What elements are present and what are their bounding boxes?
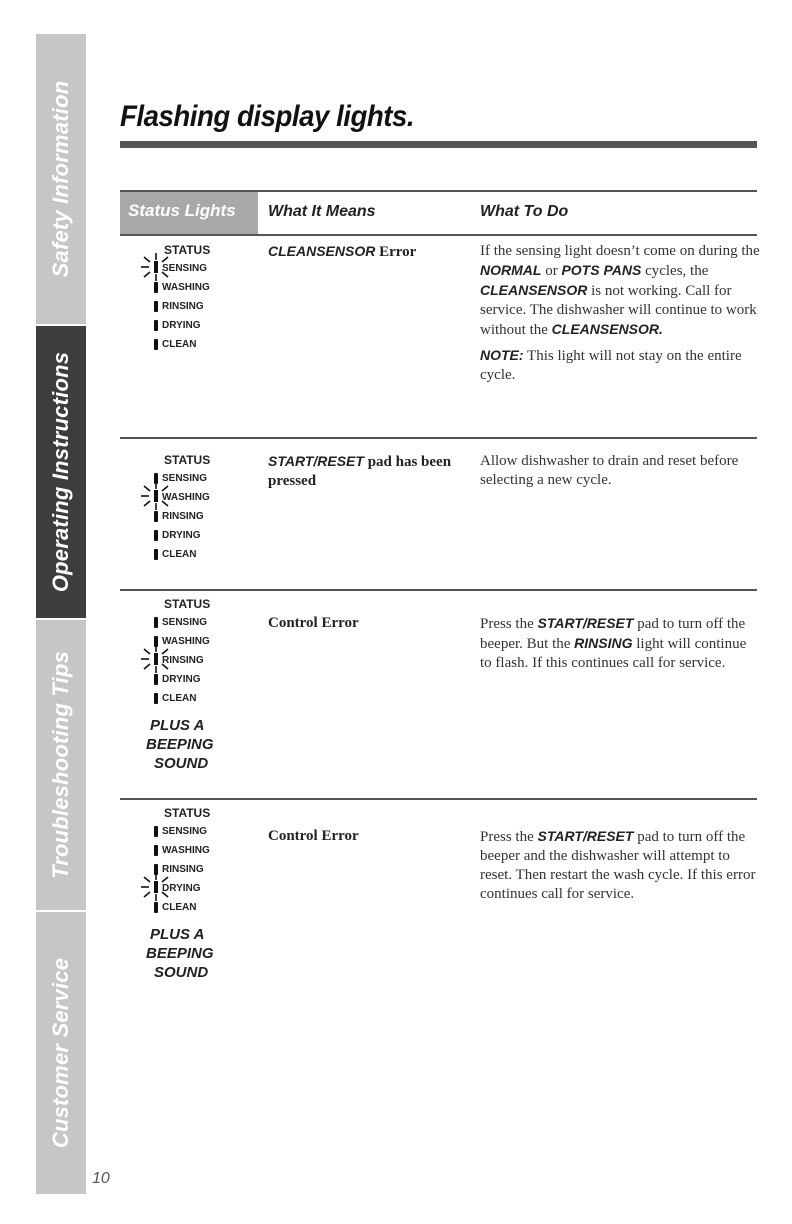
light-washing: WASHING [120, 278, 258, 297]
light-clean: CLEAN [120, 898, 258, 917]
table-row [120, 596, 757, 791]
table-row [120, 805, 757, 1005]
page-number: 10 [92, 1170, 110, 1187]
light-indicator [154, 674, 158, 685]
table-header [120, 190, 757, 236]
tab-safety-information[interactable] [36, 34, 86, 326]
light-indicator [154, 320, 158, 331]
light-indicator [154, 902, 158, 913]
row-divider [120, 589, 757, 591]
light-clean: CLEAN [120, 335, 258, 354]
light-rinsing: RINSING [120, 297, 258, 316]
tab-operating-instructions[interactable] [36, 326, 86, 620]
status-label: STATUS [164, 453, 211, 467]
beeping-sound-note: PLUS A BEEPING SOUND [146, 717, 214, 772]
tab-label: Operating Instructions [48, 351, 73, 593]
light-washing: WASHING [120, 841, 258, 860]
todo-paragraph: Allow dishwasher to drain and reset before selecting a new cycle. [480, 453, 739, 488]
light-indicator [154, 549, 158, 560]
status-label: STATUS [164, 806, 211, 820]
light-drying: DRYING [120, 316, 258, 335]
light-rinsing: RINSING [120, 860, 258, 879]
todo-paragraph: Press the START/RESET pad to turn off the beeper. But the RINSING light will continue to flash. If this continues call for service. [480, 615, 747, 671]
light-rinsing: RINSING [120, 651, 258, 670]
light-drying: DRYING [120, 670, 258, 689]
light-drying: DRYING [120, 526, 258, 545]
tab-label: Safety Information [48, 80, 73, 278]
light-indicator [154, 530, 158, 541]
todo-paragraph: If the sensing light doesn’t come on during the NORMAL or POTS PANS cycles, the CLEANSENSOR is not working. Call for service. The dishwasher will continue to work without the CLEANSENSOR. [480, 243, 760, 338]
light-sensing: SENSING [120, 469, 258, 488]
row-divider [120, 437, 757, 439]
row-divider [120, 798, 757, 800]
light-indicator [154, 339, 158, 350]
todo-note: NOTE: This light will not stay on the entire cycle. [480, 347, 742, 383]
title-rule [120, 141, 757, 148]
light-drying: DRYING [120, 879, 258, 898]
table-row [120, 452, 757, 592]
header-status-lights: Status Lights [120, 192, 258, 234]
header-what-to-do: What To Do [480, 203, 569, 220]
todo-paragraph: Press the START/RESET pad to turn off the beeper and the dishwasher will attempt to reset. Then restart the wash cycle. If this error continues call for service. [480, 828, 756, 902]
status-lights-panel [120, 452, 258, 564]
tab-label: Customer Service [48, 957, 73, 1149]
tab-customer-service[interactable] [36, 912, 86, 1196]
sidebar [36, 34, 86, 1194]
what-it-means: Control Error [268, 615, 359, 631]
tab-troubleshooting-tips[interactable] [36, 620, 86, 912]
light-clean: CLEAN [120, 545, 258, 564]
tab-label: Troubleshooting Tips [48, 650, 73, 880]
header-what-it-means: What It Means [268, 203, 376, 220]
light-indicator [154, 845, 158, 856]
light-indicator [154, 617, 158, 628]
beeping-sound-note: PLUS A BEEPING SOUND [146, 926, 214, 981]
light-sensing: SENSING [120, 822, 258, 841]
light-sensing: SENSING [120, 259, 258, 278]
table-row [120, 242, 760, 432]
page-title: Flashing display lights. [120, 100, 415, 133]
what-it-means: Control Error [268, 828, 359, 844]
what-to-do [480, 242, 760, 391]
light-rinsing: RINSING [120, 507, 258, 526]
light-indicator [154, 693, 158, 704]
status-lights-panel [120, 242, 258, 354]
what-to-do [480, 614, 760, 679]
light-clean: CLEAN [120, 689, 258, 708]
light-indicator [154, 511, 158, 522]
what-to-do [480, 827, 760, 910]
status-lights-panel [120, 596, 258, 773]
light-indicator [154, 826, 158, 837]
light-washing: WASHING [120, 632, 258, 651]
status-lights-panel [120, 805, 258, 982]
light-indicator [154, 282, 158, 293]
light-indicator [154, 301, 158, 312]
what-it-means: CLEANSENSOR Error [268, 243, 417, 260]
what-to-do [480, 452, 760, 496]
status-label: STATUS [164, 243, 211, 257]
status-label: STATUS [164, 597, 211, 611]
what-it-means: START/RESET pad has been pressed [268, 453, 452, 489]
light-sensing: SENSING [120, 613, 258, 632]
light-washing: WASHING [120, 488, 258, 507]
